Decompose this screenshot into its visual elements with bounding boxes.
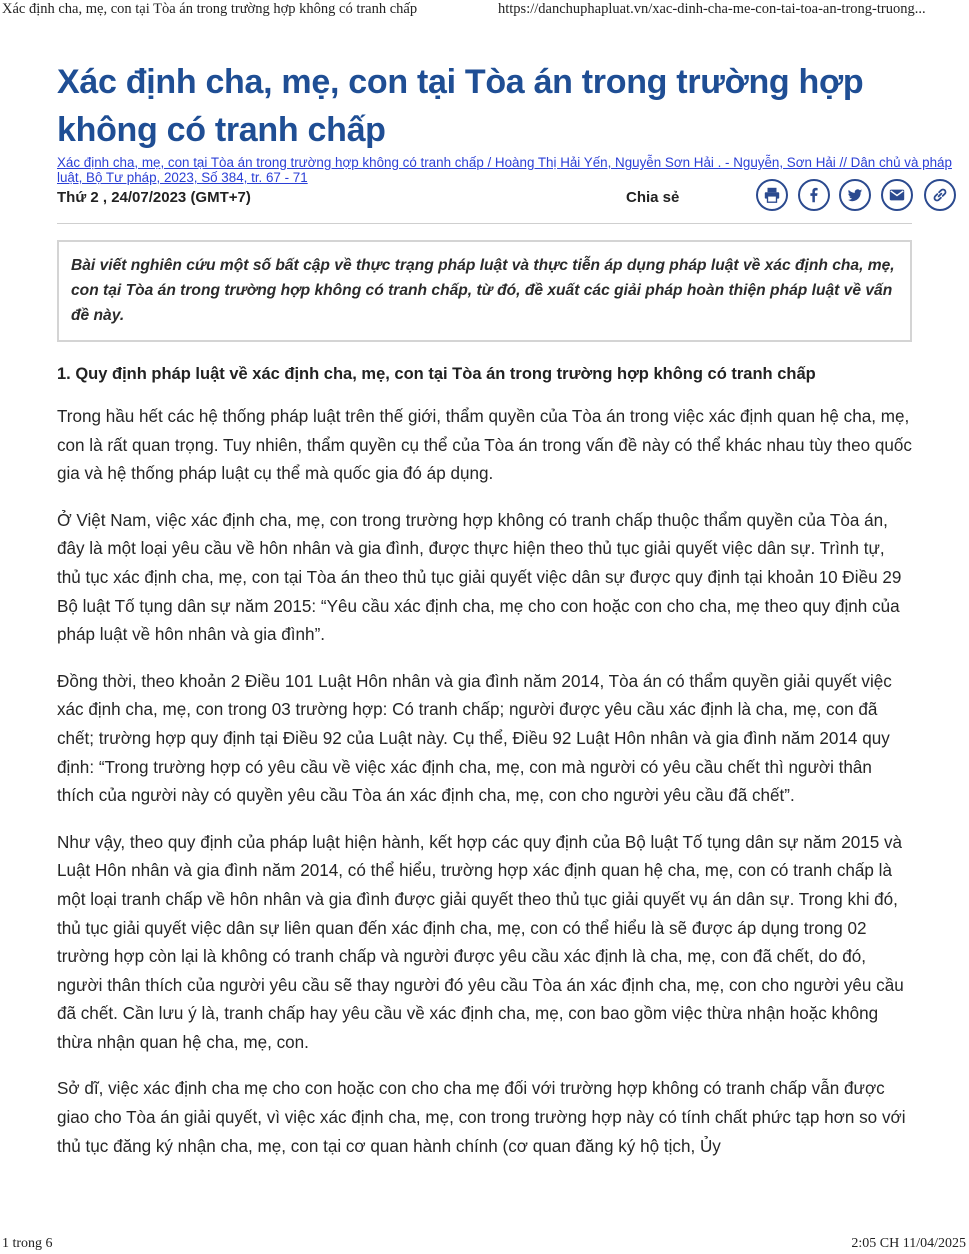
article-title: Xác định cha, mẹ, con tại Tòa án trong trường hợp không có tranh chấp xyxy=(57,63,864,149)
citation-link[interactable]: Xác định cha, mẹ, con tại Tòa án trong trường hợp không có tranh chấp / Hoàng Thị Hải Yến, Nguyễn Sơn Hải . - Nguyễn, Sơn Hải // Dân chủ và pháp luật, Bộ Tư pháp, 2023, Số 384, tr. 67 - 71 xyxy=(57,155,952,185)
body-paragraph: Trong hầu hết các hệ thống pháp luật trên thế giới, thẩm quyền của Tòa án trong việc xác định quan hệ cha, mẹ, con là rất quan trọng. Tuy nhiên, thẩm quyền cụ thể của Tòa án trong vấn đề này có thể khác nhau tùy theo quốc gia và hệ thống pháp luật cụ thể mà quốc gia đó áp dụng. xyxy=(57,407,912,484)
article xyxy=(57,58,952,1161)
body-paragraph: Như vậy, theo quy định của pháp luật hiện hành, kết hợp các quy định của Bộ luật Tố tụng dân sự năm 2015 và Luật Hôn nhân và gia đình năm 2014, có thể hiểu, trường hợp xác định quan hệ cha, mẹ, con có tranh chấp là một loại tranh chấp về hôn nhân và gia đình được giải quyết theo thủ tục giải quyết vụ án dân sự. Trong khi đó, thủ tục giải quyết việc dân sự liên quan đến xác định cha, mẹ, con có thể hiểu là sẽ được áp dụng trong 02 trường hợp còn lại là không có tranh chấp và người được yêu cầu xác định là cha, mẹ, con đã chết, do đó, người thân thích của người yêu cầu sẽ thay người đó yêu cầu Tòa án xác định cha, mẹ, con cho người yêu cầu đã chết. Cần lưu ý là, tranh chấp hay yêu cầu về xác định cha, mẹ, con bao gồm việc thừa nhận hoặc không thừa nhận quan hệ cha, mẹ, con. xyxy=(57,832,904,1052)
facebook-icon[interactable] xyxy=(798,179,830,211)
article-abstract: Bài viết nghiên cứu một số bất cập về thực trạng pháp luật và thực tiễn áp dụng pháp luật về xác định cha, mẹ, con tại Tòa án trong trường hợp không có tranh chấp, từ đó, đề xuất các giải pháp hoàn thiện pháp luật về vấn đề này. xyxy=(57,240,912,342)
body-paragraph: Ở Việt Nam, việc xác định cha, mẹ, con trong trường hợp không có tranh chấp thuộc thẩm quyền của Tòa án, đây là một loại yêu cầu về hôn nhân và gia đình, được thực hiện theo thủ tục giải quyết việc dân sự. Trình tự, thủ tục xác định cha, mẹ, con tại Tòa án theo thủ tục giải quyết việc dân sự được quy định tại khoản 10 Điều 29 Bộ luật Tố tụng dân sự năm 2015: “Yêu cầu xác định cha, mẹ cho con hoặc con cho cha, mẹ theo quy định của pháp luật về hôn nhân và gia đình”. xyxy=(57,510,902,645)
post-date: Thứ 2 , 24/07/2023 (GMT+7) xyxy=(57,189,251,206)
print-header-title: Xác định cha, mẹ, con tại Tòa án trong trường hợp không có tranh chấp xyxy=(2,1,418,17)
twitter-icon[interactable] xyxy=(839,179,871,211)
copy-link-icon[interactable] xyxy=(924,179,956,211)
print-footer xyxy=(0,1236,969,1254)
print-icon[interactable] xyxy=(756,179,788,211)
print-header xyxy=(0,0,969,22)
body-paragraph: Sở dĩ, việc xác định cha mẹ cho con hoặc con cho cha mẹ đối với trường hợp không có tranh chấp vẫn được giao cho Tòa án giải quyết, vì việc xác định cha, mẹ, con trong trường hợp này có tính chất phức tạp hơn so với thủ tục đăng ký nhận cha, mẹ, con tại cơ quan hành chính (cơ quan đăng ký hộ tịch, Ủy xyxy=(57,1079,906,1156)
section-heading: 1. Quy định pháp luật về xác định cha, mẹ, con tại Tòa án trong trường hợp không có tranh chấp xyxy=(57,365,816,383)
print-header-url: https://danchuphapluat.vn/xac-dinh-cha-me-con-tai-toa-an-trong-truong... xyxy=(498,1,926,17)
share-label: Chia sẻ xyxy=(626,189,680,206)
body-paragraph: Đồng thời, theo khoản 2 Điều 101 Luật Hôn nhân và gia đình năm 2014, Tòa án có thẩm quyền giải quyết việc xác định cha, mẹ, con trong 03 trường hợp: Có tranh chấp; người được yêu cầu xác định là cha, mẹ, con đã chết; trường hợp quy định tại Điều 92 của Luật này. Cụ thể, Điều 92 Luật Hôn nhân và gia đình năm 2014 quy định: “Trong trường hợp có yêu cầu về việc xác định cha, mẹ, con mà người có yêu cầu chết thì người thân thích của người này có quyền yêu cầu Tòa án xác định cha, mẹ, con cho người yêu cầu đã chết”. xyxy=(57,671,892,806)
page-indicator: 1 trong 6 xyxy=(2,1236,53,1251)
article-meta xyxy=(57,187,912,224)
email-icon[interactable] xyxy=(881,179,913,211)
print-timestamp: 2:05 CH 11/04/2025 xyxy=(851,1236,966,1251)
